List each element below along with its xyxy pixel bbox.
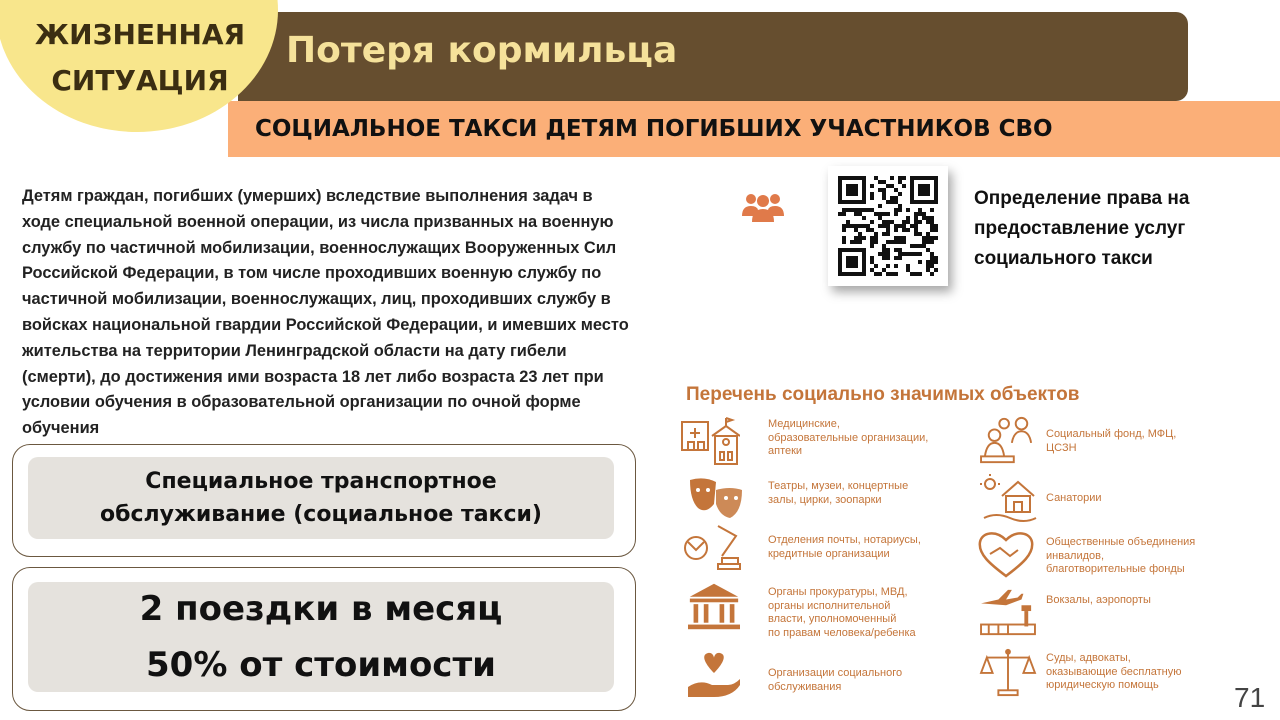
qr-caption <box>974 184 1274 274</box>
description-line: службу по частичной мобилизации, военнослужащих Вооруженных Сил <box>22 238 617 257</box>
objects-list-title: Перечень социально значимых объектов <box>686 384 1080 405</box>
service-line-2: обслуживание (социальное такси) <box>100 502 542 527</box>
object-line: кредитные организации <box>768 547 890 560</box>
trips-box-inner <box>28 582 614 692</box>
scales-icon <box>978 646 1038 698</box>
qr-caption-line: предоставление услуг <box>974 218 1186 239</box>
service-box <box>12 444 636 557</box>
object-courts <box>1046 652 1236 693</box>
object-post <box>768 534 958 561</box>
object-line: аптеки <box>768 445 803 457</box>
object-public-associations <box>1046 536 1236 577</box>
object-line: Медицинские, <box>768 418 840 430</box>
theater-masks-icon <box>686 474 746 526</box>
object-line: ЦСЗН <box>1046 441 1077 454</box>
object-line: Санатории <box>1046 492 1102 504</box>
object-line: Театры, музеи, концертные <box>768 480 909 492</box>
airport-icon <box>978 586 1038 638</box>
sanatorium-icon <box>980 472 1040 524</box>
people-icon <box>741 190 785 222</box>
qr-code[interactable] <box>828 166 948 286</box>
situation-label <box>20 12 260 104</box>
object-line: Суды, адвокаты, <box>1046 652 1131 664</box>
qr-caption-line: социального такси <box>974 248 1153 269</box>
description-line: жительства на территории Ленинградской области на дату гибели <box>22 341 567 360</box>
hospital-school-icon <box>680 414 740 466</box>
description-line: Детям граждан, погибших (умерших) вследствие выполнения задач в <box>22 187 593 205</box>
situation-line-2: СИТУАЦИЯ <box>51 64 229 97</box>
description-line: обучения <box>22 419 100 438</box>
handshake-heart-icon <box>976 528 1036 580</box>
object-stations <box>1046 594 1236 608</box>
object-line: Общественные объединения <box>1046 536 1196 548</box>
object-line: Социальный фонд, МФЦ, <box>1046 428 1177 440</box>
object-line: благотворительные фонды <box>1046 563 1185 575</box>
page-number: 71 <box>1234 682 1266 713</box>
discount-percent: 50% от стоимости <box>146 645 496 685</box>
qr-code-pattern <box>838 176 938 276</box>
page-title: Потеря кормильца <box>286 30 678 71</box>
description-line: (смерти), до достижения ими возраста 18 лет либо возраста 23 лет при <box>22 367 604 386</box>
description-line: Российской Федерации, в том числе проходивших военную службу по <box>22 264 602 283</box>
object-theaters <box>768 480 958 507</box>
object-line: обслуживания <box>768 680 842 693</box>
object-line: Вокзалы, аэропорты <box>1046 594 1151 606</box>
service-box-inner <box>28 457 614 539</box>
trips-per-month: 2 поездки в месяц <box>139 589 503 629</box>
object-social-fund <box>1046 428 1236 455</box>
object-line: юридическую помощь <box>1046 679 1159 691</box>
eligibility-description <box>22 184 722 442</box>
post-notary-icon <box>682 522 742 574</box>
object-line: Организации социального <box>768 667 903 679</box>
object-line: инвалидов, <box>1046 549 1105 562</box>
description-line: условии обучения в образовательной организации по очной форме <box>22 393 581 412</box>
object-sanatorium <box>1046 492 1236 506</box>
qr-caption-line: Определение права на <box>974 188 1190 209</box>
description-line: частичной мобилизации, военнослужащих, лиц, проходивших службу в <box>22 290 611 309</box>
object-line: органы исполнительной <box>768 599 891 612</box>
object-line: оказывающие бесплатную <box>1046 665 1182 678</box>
object-authorities <box>768 586 958 640</box>
object-line: Отделения почты, нотариусы, <box>768 534 921 546</box>
subtitle: СОЦИАЛЬНОЕ ТАКСИ ДЕТЯМ ПОГИБШИХ УЧАСТНИКОВ СВО <box>255 116 1053 142</box>
heart-hand-icon <box>684 650 744 702</box>
social-fund-icon <box>978 414 1038 466</box>
situation-line-1: ЖИЗНЕННАЯ <box>34 18 246 51</box>
description-line: ходе специальной военной операции, из числа призванных на военную <box>22 212 614 231</box>
object-social-service <box>768 667 958 694</box>
description-line: войсках национальной гвардии Российской Федерации, и имевших место <box>22 315 629 334</box>
object-line: Органы прокуратуры, МВД, <box>768 586 908 598</box>
object-line: залы, цирки, зоопарки <box>768 493 882 506</box>
object-medical <box>768 418 958 459</box>
government-building-icon <box>684 580 744 632</box>
object-line: образовательные организации, <box>768 431 929 444</box>
service-line-1: Специальное транспортное <box>145 469 497 494</box>
object-line: власти, уполномоченный <box>768 613 897 625</box>
object-line: по правам человека/ребенка <box>768 626 916 639</box>
trips-box <box>12 567 636 711</box>
